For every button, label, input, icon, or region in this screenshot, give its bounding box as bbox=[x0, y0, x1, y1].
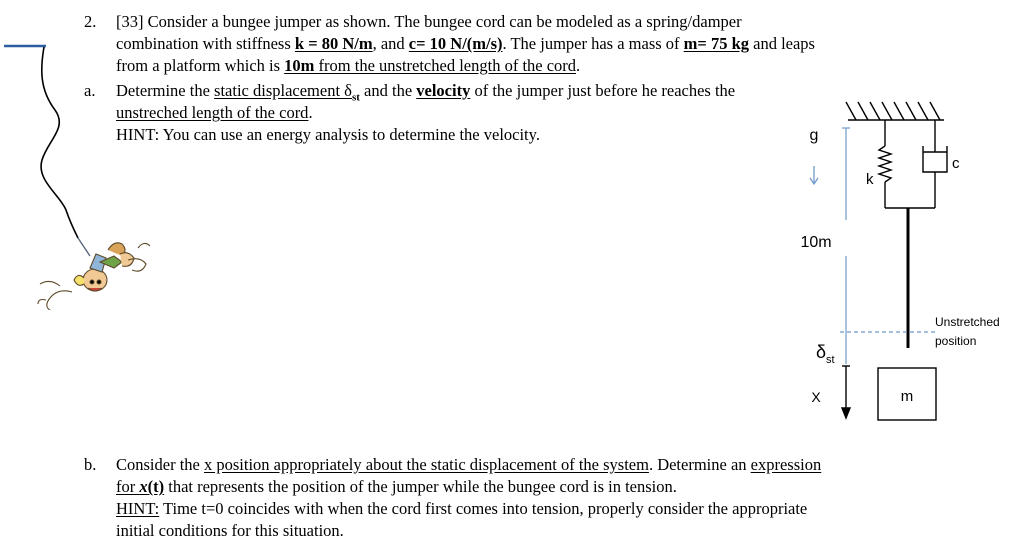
static-displacement-sub: st bbox=[351, 91, 360, 104]
spring-damper-diagram bbox=[780, 90, 1020, 430]
x-axis-arrow-icon bbox=[842, 366, 850, 418]
damper-icon bbox=[923, 120, 947, 208]
part-b-for: for bbox=[116, 477, 140, 496]
intro-text-2c: . The jumper has a mass of bbox=[502, 34, 684, 53]
part-b-line-1 bbox=[116, 454, 821, 476]
part-b-hint-label: HINT: bbox=[116, 499, 160, 518]
x-coordinate-label: X bbox=[811, 389, 821, 405]
intro-text-2d: and leaps bbox=[749, 34, 815, 53]
part-a-text-1b: and the bbox=[359, 81, 417, 100]
spring-icon bbox=[879, 120, 891, 208]
part-b-line-2 bbox=[116, 476, 677, 498]
gravity-g-label: g bbox=[809, 127, 819, 144]
spring-k-label: k bbox=[866, 171, 874, 188]
mass-label: m bbox=[900, 388, 914, 405]
part-a-label: a. bbox=[84, 81, 96, 100]
distance-10m-label: 10m bbox=[800, 234, 832, 251]
part-b-label: b. bbox=[84, 455, 97, 474]
bungee-cord-icon bbox=[41, 47, 78, 238]
damper-c-label: c bbox=[952, 155, 960, 172]
problem-points: [33] bbox=[116, 12, 144, 31]
part-a-text-1c: of the jumper just before he reaches the bbox=[470, 81, 736, 100]
intro-line-3 bbox=[116, 55, 580, 77]
part-a-text-1a: Determine the bbox=[116, 81, 215, 100]
delta-st-label: $\delta_{st}$ bbox=[816, 342, 835, 366]
unstretched-label-1: Unstretched bbox=[935, 315, 1000, 329]
damping-spec: c= 10 N/(m/s) bbox=[408, 34, 503, 53]
part-b-text-2-rest: that represents the position of the jumper while the bungee cord is in tension. bbox=[164, 477, 677, 496]
intro-text-2a: combination with stiffness bbox=[116, 34, 295, 53]
part-a-hint: HINT: You can use an energy analysis to determine the velocity. bbox=[116, 125, 540, 144]
distance-spec: 10m bbox=[284, 56, 315, 75]
stiffness-spec: k = 80 N/m bbox=[294, 34, 373, 53]
expression-term: expression bbox=[750, 455, 822, 474]
ground-hatch-icon bbox=[846, 102, 944, 120]
jumper-cartoon-icon bbox=[38, 243, 150, 310]
gravity-arrow-icon bbox=[810, 166, 818, 184]
bungee-jumper-illustration bbox=[0, 30, 170, 310]
distance-rest: from the unstretched length of the cord bbox=[314, 56, 577, 75]
x-position-term: x position appropriately about the static displacement of the system bbox=[204, 455, 649, 474]
part-b-text-1b: . Determine an bbox=[648, 455, 751, 474]
intro-line-1 bbox=[116, 11, 742, 33]
part-b-text-1a: Consider the bbox=[116, 455, 204, 474]
intro-text-3a: from a platform which is bbox=[116, 56, 285, 75]
distance-dimension bbox=[842, 128, 850, 332]
harness-rope bbox=[78, 238, 90, 256]
unstretched-length-term: unstreched length of the cord bbox=[116, 103, 309, 122]
part-b-line-4: initial conditions for this situation. bbox=[116, 521, 344, 540]
mass-spec: m= 75 kg bbox=[683, 34, 749, 53]
problem-number: 2. bbox=[84, 12, 97, 31]
intro-text-2b: , and bbox=[372, 34, 409, 53]
part-b-hint-text: Time t=0 coincides with when the cord first comes into tension, properly consider the appropriate bbox=[159, 499, 808, 518]
part-a-text-2-end: . bbox=[308, 103, 313, 122]
static-displacement-term: static displacement δ bbox=[214, 81, 352, 100]
x-of-t-x: x bbox=[139, 477, 148, 496]
intro-line-2 bbox=[116, 33, 815, 55]
part-b-hint bbox=[116, 498, 807, 520]
unstretched-label-2: position bbox=[935, 334, 977, 348]
intro-text-3b: . bbox=[576, 56, 581, 75]
x-of-t-t: (t) bbox=[147, 477, 165, 496]
velocity-term: velocity bbox=[416, 81, 471, 100]
intro-text-1: Consider a bungee jumper as shown. The bungee cord can be modeled as a spring/damper bbox=[147, 12, 742, 31]
